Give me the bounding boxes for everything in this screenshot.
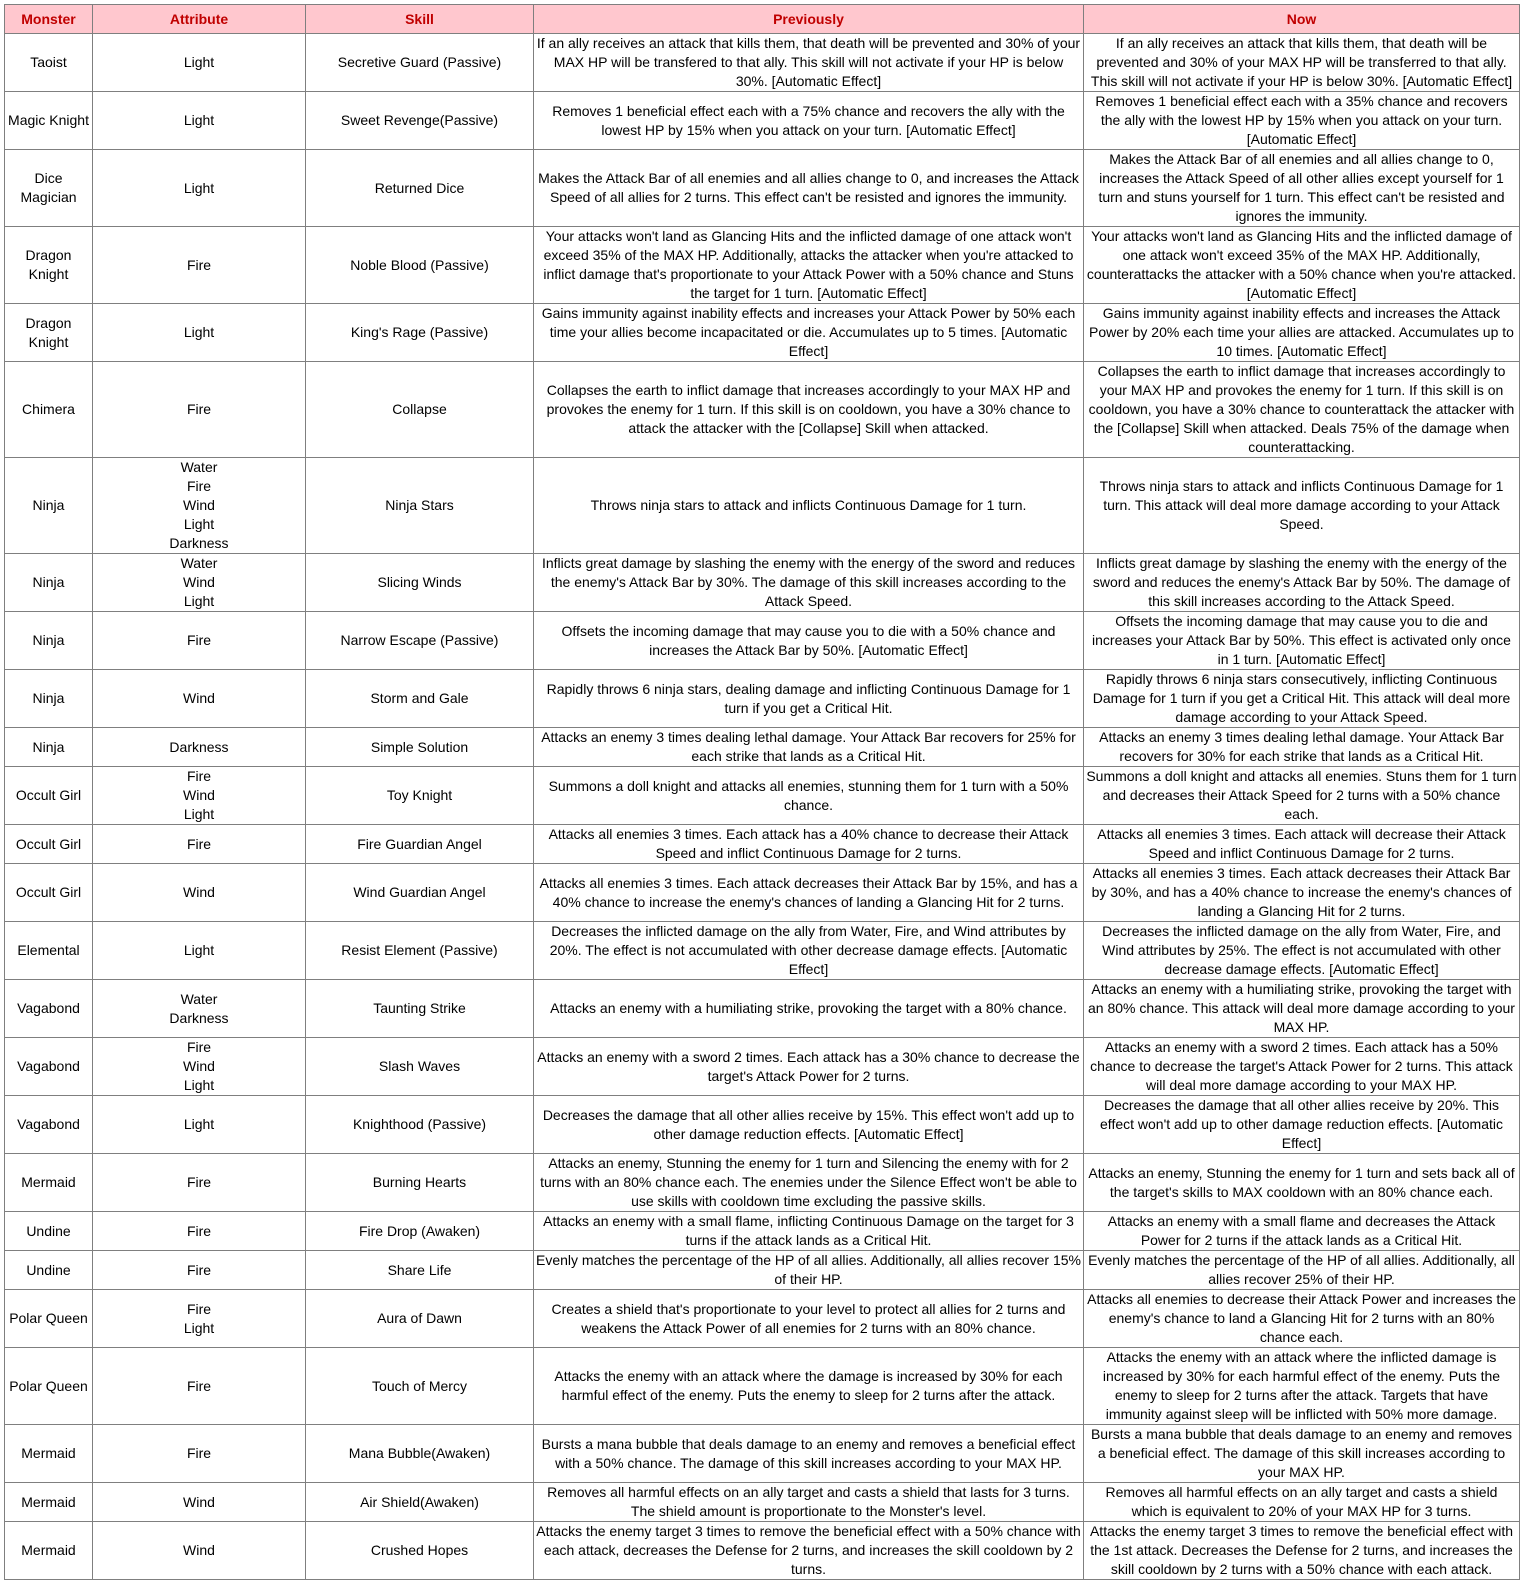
header-now: Now: [1084, 5, 1520, 34]
table-row: [5, 922, 1520, 980]
now-cell: Attacks all enemies to decrease their Attack Power and increases the enemy's chance to land a Glancing Hit for 2 turns with an 80% chance each.: [1084, 1290, 1520, 1348]
monster-cell: Magic Knight: [5, 92, 93, 150]
attribute-cell: Fire: [93, 1251, 306, 1290]
attribute-cell: Water Darkness: [93, 980, 306, 1038]
table-row: [5, 1038, 1520, 1096]
skill-cell: Returned Dice: [306, 150, 534, 227]
table-row: [5, 1096, 1520, 1154]
table-row: [5, 825, 1520, 864]
monster-cell: Chimera: [5, 362, 93, 458]
table-row: [5, 362, 1520, 458]
attribute-cell: Wind: [93, 670, 306, 728]
now-cell: Removes 1 beneficial effect each with a 35% chance and recovers the ally with the lowest HP by 15% when you attack on your turn. [Automatic Effect]: [1084, 92, 1520, 150]
now-cell: Gains immunity against inability effects and increases the Attack Power by 20% each time your allies are attacked. Accumulates up to 10 times. [Automatic Effect]: [1084, 304, 1520, 362]
table-row: [5, 1483, 1520, 1522]
skill-changes-table: [4, 4, 1520, 1580]
skill-cell: Slicing Winds: [306, 554, 534, 612]
table-row: [5, 767, 1520, 825]
now-cell: Your attacks won't land as Glancing Hits and the inflicted damage of one attack won't exceed 35% of the MAX HP. Additionally, counterattacks the attacker with a 50% chance when you're attacked. [Automatic Effect]: [1084, 227, 1520, 304]
attribute-cell: Fire: [93, 1348, 306, 1425]
header-attribute: Attribute: [93, 5, 306, 34]
skill-cell: Fire Drop (Awaken): [306, 1212, 534, 1251]
attribute-cell: Fire Light: [93, 1290, 306, 1348]
now-cell: Attacks all enemies 3 times. Each attack will decrease their Attack Speed and inflict Continuous Damage for 2 turns.: [1084, 825, 1520, 864]
previously-cell: Creates a shield that's proportionate to your level to protect all allies for 2 turns and weakens the Attack Power of all enemies for 2 turns with an 80% chance.: [534, 1290, 1084, 1348]
monster-cell: Elemental: [5, 922, 93, 980]
skill-cell: Mana Bubble(Awaken): [306, 1425, 534, 1483]
previously-cell: Evenly matches the percentage of the HP of all allies. Additionally, all allies recover 15% of their HP.: [534, 1251, 1084, 1290]
monster-cell: Vagabond: [5, 980, 93, 1038]
table-row: [5, 1348, 1520, 1425]
previously-cell: Rapidly throws 6 ninja stars, dealing damage and inflicting Continuous Damage for 1 turn if you get a Critical Hit.: [534, 670, 1084, 728]
monster-cell: Ninja: [5, 612, 93, 670]
table-row: [5, 304, 1520, 362]
monster-cell: Mermaid: [5, 1154, 93, 1212]
monster-cell: Vagabond: [5, 1038, 93, 1096]
skill-cell: Noble Blood (Passive): [306, 227, 534, 304]
monster-cell: Mermaid: [5, 1522, 93, 1580]
monster-cell: Taoist: [5, 34, 93, 92]
now-cell: Summons a doll knight and attacks all enemies. Stuns them for 1 turn and decreases their Attack Speed for 2 turns with a 50% chance each.: [1084, 767, 1520, 825]
attribute-cell: Light: [93, 1096, 306, 1154]
attribute-cell: Fire Wind Light: [93, 1038, 306, 1096]
skill-cell: Sweet Revenge(Passive): [306, 92, 534, 150]
previously-cell: Gains immunity against inability effects and increases your Attack Power by 50% each time your allies become incapacitated or die. Accumulates up to 5 times. [Automatic Effect]: [534, 304, 1084, 362]
previously-cell: Attacks all enemies 3 times. Each attack decreases their Attack Bar by 15%, and has a 40% chance to increase the enemy's chances of landing a Glancing Hit for 2 turns.: [534, 864, 1084, 922]
monster-cell: Vagabond: [5, 1096, 93, 1154]
skill-cell: Fire Guardian Angel: [306, 825, 534, 864]
attribute-cell: Light: [93, 92, 306, 150]
table-row: [5, 1425, 1520, 1483]
monster-cell: Occult Girl: [5, 825, 93, 864]
table-row: [5, 1212, 1520, 1251]
monster-cell: Dragon Knight: [5, 304, 93, 362]
table-row: [5, 980, 1520, 1038]
previously-cell: Removes 1 beneficial effect each with a 75% chance and recovers the ally with the lowest HP by 15% when you attack on your turn. [Automatic Effect]: [534, 92, 1084, 150]
previously-cell: Attacks an enemy, Stunning the enemy for 1 turn and Silencing the enemy with for 2 turns with an 80% chance each. The enemies under the Silence Effect won't be able to use skills with cooldown time excluding the passive skills.: [534, 1154, 1084, 1212]
attribute-cell: Fire: [93, 1425, 306, 1483]
table-row: [5, 227, 1520, 304]
now-cell: Attacks an enemy with a humiliating strike, provoking the target with an 80% chance. This attack will deal more damage according to your MAX HP.: [1084, 980, 1520, 1038]
monster-cell: Polar Queen: [5, 1290, 93, 1348]
now-cell: Inflicts great damage by slashing the enemy with the energy of the sword and reduces the enemy's Attack Bar by 50%. The damage of this skill increases according to the Attack Speed.: [1084, 554, 1520, 612]
skill-cell: Storm and Gale: [306, 670, 534, 728]
previously-cell: Offsets the incoming damage that may cause you to die with a 50% chance and increases the Attack Bar by 50%. [Automatic Effect]: [534, 612, 1084, 670]
table-row: [5, 612, 1520, 670]
previously-cell: Attacks an enemy with a sword 2 times. Each attack has a 30% chance to decrease the target's Attack Power for 2 turns.: [534, 1038, 1084, 1096]
now-cell: Collapses the earth to inflict damage that increases accordingly to your MAX HP and provokes the enemy for 1 turn. If this skill is on cooldown, you have a 30% chance to counterattack the attacker with the [Collapse] Skill when attacked. Deals 75% of the damage when counterattacking.: [1084, 362, 1520, 458]
attribute-cell: Fire: [93, 612, 306, 670]
previously-cell: Decreases the inflicted damage on the ally from Water, Fire, and Wind attributes by 20%. The effect is not accumulated with other decrease damage effects. [Automatic Effect]: [534, 922, 1084, 980]
table-row: [5, 458, 1520, 554]
skill-cell: Share Life: [306, 1251, 534, 1290]
table-row: [5, 1522, 1520, 1580]
now-cell: Attacks the enemy with an attack where the inflicted damage is increased by 30% for each harmful effect of the enemy. Puts the enemy to sleep for 2 turns after the attack. Targets that have immunity against sleep will be inflicted with 50% more damage.: [1084, 1348, 1520, 1425]
previously-cell: Summons a doll knight and attacks all enemies, stunning them for 1 turn with a 50% chance.: [534, 767, 1084, 825]
now-cell: Attacks an enemy with a small flame and decreases the Attack Power for 2 turns if the attack lands as a Critical Hit.: [1084, 1212, 1520, 1251]
monster-cell: Ninja: [5, 670, 93, 728]
now-cell: Attacks an enemy, Stunning the enemy for 1 turn and sets back all of the target's skills to MAX cooldown with an 80% chance each.: [1084, 1154, 1520, 1212]
header-monster: Monster: [5, 5, 93, 34]
skill-cell: Aura of Dawn: [306, 1290, 534, 1348]
skill-cell: Slash Waves: [306, 1038, 534, 1096]
attribute-cell: Darkness: [93, 728, 306, 767]
skill-cell: Secretive Guard (Passive): [306, 34, 534, 92]
table-row: [5, 670, 1520, 728]
previously-cell: Your attacks won't land as Glancing Hits and the inflicted damage of one attack won't exceed 35% of the MAX HP. Additionally, attacks the attacker when you're attacked to inflict damage that's proportionate to your Attack Power with a 50% chance and Stuns the target for 1 turn. [Automatic Effect]: [534, 227, 1084, 304]
previously-cell: Makes the Attack Bar of all enemies and all allies change to 0, and increases the Attack Speed of all allies for 2 turns. This effect can't be resisted and ignores the immunity.: [534, 150, 1084, 227]
table-row: [5, 34, 1520, 92]
previously-cell: Attacks all enemies 3 times. Each attack has a 40% chance to decrease their Attack Speed and inflict Continuous Damage for 2 turns.: [534, 825, 1084, 864]
skill-cell: Taunting Strike: [306, 980, 534, 1038]
table-row: [5, 1251, 1520, 1290]
skill-cell: Wind Guardian Angel: [306, 864, 534, 922]
now-cell: If an ally receives an attack that kills them, that death will be prevented and 30% of your MAX HP will be transferred to that ally. This skill will not activate if your HP is below 30%. [Automatic Effect]: [1084, 34, 1520, 92]
previously-cell: Attacks the enemy target 3 times to remove the beneficial effect with a 50% chance with each attack, decreases the Defense for 2 turns, and increases the skill cooldown by 2 turns.: [534, 1522, 1084, 1580]
attribute-cell: Fire: [93, 362, 306, 458]
previously-cell: Inflicts great damage by slashing the enemy with the energy of the sword and reduces the enemy's Attack Bar by 30%. The damage of this skill increases according to the Attack Speed.: [534, 554, 1084, 612]
skill-cell: Ninja Stars: [306, 458, 534, 554]
monster-cell: Undine: [5, 1212, 93, 1251]
table-row: [5, 864, 1520, 922]
previously-cell: Attacks the enemy with an attack where the damage is increased by 30% for each harmful effect of the enemy. Puts the enemy to sleep for 2 turns after the attack.: [534, 1348, 1084, 1425]
previously-cell: Collapses the earth to inflict damage that increases accordingly to your MAX HP and provokes the enemy for 1 turn. If this skill is on cooldown, you have a 30% chance to attack the attacker with the [Collapse] Skill when attacked.: [534, 362, 1084, 458]
now-cell: Offsets the incoming damage that may cause you to die and increases your Attack Bar by 50%. This effect is activated only once in 1 turn. [Automatic Effect]: [1084, 612, 1520, 670]
attribute-cell: Fire: [93, 1154, 306, 1212]
header-row: [5, 5, 1520, 34]
table-row: [5, 1290, 1520, 1348]
skill-cell: Narrow Escape (Passive): [306, 612, 534, 670]
attribute-cell: Light: [93, 304, 306, 362]
previously-cell: Throws ninja stars to attack and inflicts Continuous Damage for 1 turn.: [534, 458, 1084, 554]
skill-cell: Toy Knight: [306, 767, 534, 825]
table-row: [5, 1154, 1520, 1212]
attribute-cell: Fire Wind Light: [93, 767, 306, 825]
previously-cell: Removes all harmful effects on an ally target and casts a shield that lasts for 3 turns. The shield amount is proportionate to the Monster's level.: [534, 1483, 1084, 1522]
skill-cell: Air Shield(Awaken): [306, 1483, 534, 1522]
monster-cell: Mermaid: [5, 1483, 93, 1522]
previously-cell: If an ally receives an attack that kills them, that death will be prevented and 30% of your MAX HP will be transfered to that ally. This skill will not activate if your HP is below 30%. [Automatic Effect]: [534, 34, 1084, 92]
attribute-cell: Fire: [93, 1212, 306, 1251]
now-cell: Decreases the damage that all other allies receive by 20%. This effect won't add up to other damage reduction effects. [Automatic Effect]: [1084, 1096, 1520, 1154]
monster-cell: Mermaid: [5, 1425, 93, 1483]
attribute-cell: Wind: [93, 1483, 306, 1522]
now-cell: Evenly matches the percentage of the HP of all allies. Additionally, all allies recover 25% of their HP.: [1084, 1251, 1520, 1290]
header-previously: Previously: [534, 5, 1084, 34]
monster-cell: Ninja: [5, 458, 93, 554]
monster-cell: Ninja: [5, 554, 93, 612]
skill-cell: Collapse: [306, 362, 534, 458]
attribute-cell: Light: [93, 34, 306, 92]
now-cell: Attacks all enemies 3 times. Each attack decreases their Attack Bar by 30%, and has a 40% chance to increase the enemy's chances of landing a Glancing Hit for 2 turns.: [1084, 864, 1520, 922]
monster-cell: Undine: [5, 1251, 93, 1290]
attribute-cell: Wind: [93, 1522, 306, 1580]
monster-cell: Occult Girl: [5, 864, 93, 922]
attribute-cell: Fire: [93, 825, 306, 864]
now-cell: Throws ninja stars to attack and inflicts Continuous Damage for 1 turn. This attack will deal more damage according to your Attack Speed.: [1084, 458, 1520, 554]
previously-cell: Attacks an enemy with a small flame, inflicting Continuous Damage on the target for 3 turns if the attack lands as a Critical Hit.: [534, 1212, 1084, 1251]
now-cell: Removes all harmful effects on an ally target and casts a shield which is equivalent to 20% of your MAX HP for 3 turns.: [1084, 1483, 1520, 1522]
now-cell: Rapidly throws 6 ninja stars consecutively, inflicting Continuous Damage for 1 turn if you get a Critical Hit. This attack will deal more damage according to your Attack Speed.: [1084, 670, 1520, 728]
attribute-cell: Light: [93, 922, 306, 980]
monster-cell: Ninja: [5, 728, 93, 767]
skill-cell: Burning Hearts: [306, 1154, 534, 1212]
attribute-cell: Wind: [93, 864, 306, 922]
table-row: [5, 554, 1520, 612]
previously-cell: Decreases the damage that all other allies receive by 15%. This effect won't add up to other damage reduction effects. [Automatic Effect]: [534, 1096, 1084, 1154]
previously-cell: Attacks an enemy with a humiliating strike, provoking the target with a 80% chance.: [534, 980, 1084, 1038]
header-skill: Skill: [306, 5, 534, 34]
attribute-cell: Light: [93, 150, 306, 227]
skill-cell: Simple Solution: [306, 728, 534, 767]
table-row: [5, 92, 1520, 150]
table-row: [5, 728, 1520, 767]
monster-cell: Dragon Knight: [5, 227, 93, 304]
monster-cell: Dice Magician: [5, 150, 93, 227]
table-row: [5, 150, 1520, 227]
attribute-cell: Water Wind Light: [93, 554, 306, 612]
previously-cell: Attacks an enemy 3 times dealing lethal damage. Your Attack Bar recovers for 25% for each strike that lands as a Critical Hit.: [534, 728, 1084, 767]
skill-cell: Resist Element (Passive): [306, 922, 534, 980]
monster-cell: Occult Girl: [5, 767, 93, 825]
skill-cell: Crushed Hopes: [306, 1522, 534, 1580]
now-cell: Attacks an enemy with a sword 2 times. Each attack has a 50% chance to decrease the target's Attack Power for 2 turns. This attack will deal more damage according to your MAX HP.: [1084, 1038, 1520, 1096]
skill-cell: Knighthood (Passive): [306, 1096, 534, 1154]
now-cell: Attacks the enemy target 3 times to remove the beneficial effect with the 1st attack. Decreases the Defense for 2 turns, and increases the skill cooldown by 2 turns with a 50% chance with each attack.: [1084, 1522, 1520, 1580]
now-cell: Makes the Attack Bar of all enemies and all allies change to 0, increases the Attack Speed of all other allies except yourself for 1 turn and stuns yourself for 1 turn. This effect can't be resisted and ignores the immunity.: [1084, 150, 1520, 227]
now-cell: Attacks an enemy 3 times dealing lethal damage. Your Attack Bar recovers for 30% for each strike that lands as a Critical Hit.: [1084, 728, 1520, 767]
previously-cell: Bursts a mana bubble that deals damage to an enemy and removes a beneficial effect with a 50% chance. The damage of this skill increases according to your MAX HP.: [534, 1425, 1084, 1483]
now-cell: Bursts a mana bubble that deals damage to an enemy and removes a beneficial effect. The damage of this skill increases according to your MAX HP.: [1084, 1425, 1520, 1483]
attribute-cell: Fire: [93, 227, 306, 304]
skill-cell: Touch of Mercy: [306, 1348, 534, 1425]
now-cell: Decreases the inflicted damage on the ally from Water, Fire, and Wind attributes by 25%. The effect is not accumulated with other decrease damage effects. [Automatic Effect]: [1084, 922, 1520, 980]
monster-cell: Polar Queen: [5, 1348, 93, 1425]
skill-cell: King's Rage (Passive): [306, 304, 534, 362]
attribute-cell: Water Fire Wind Light Darkness: [93, 458, 306, 554]
